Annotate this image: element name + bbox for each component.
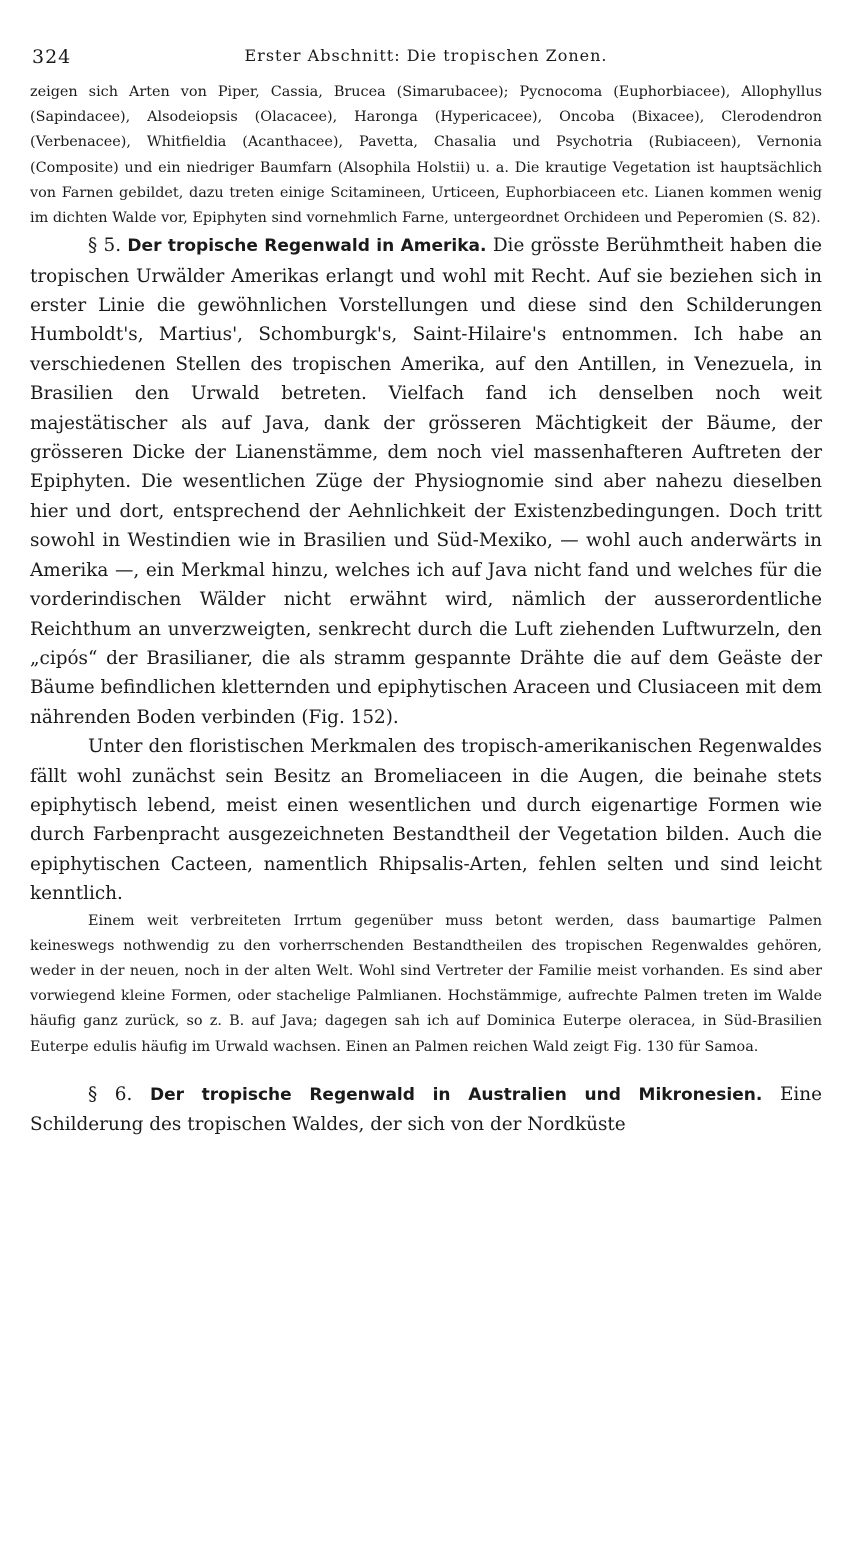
intro-paragraph: zeigen sich Arten von Piper, Cassia, Brucea (Simarubacee); Pycnocoma (Euphorbiacee), Allophyllus (Sapindacee), Alsodeiopsis (Olacacee), Haronga (Hypericacee), Oncoba (Bixacee), Clerodendron (Verbenacee), Whitfieldia (Acanthacee), Pavetta, Chasalia und Psychotria (Rubiaceen), Vernonia (Composite) und ein niedriger Baumfarn (Alsophila Holstii) u. a. Die krautige Vegetation ist hauptsächlich von Farnen gebildet, dazu treten einige Scitamineen, Urticeen, Euphorbiaceen etc. Lianen kommen wenig im dichten Walde vor, Epiphyten sind vornehmlich Farne, untergeordnet Orchideen und Peperomien (S. 82). — [30, 84, 822, 227]
section-6-text: Eine Schilderung des tropischen Waldes, der sich von der Nordküste — [30, 1083, 822, 1136]
section-6-label: § 6. — [88, 1083, 133, 1105]
page — [30, 40, 822, 1140]
running-head: Erster Abschnitt: Die tropischen Zonen. — [244, 46, 608, 65]
section-5-paragraph-1-text: Die grösste Berühmtheit haben die tropischen Urwälder Amerikas erlangt und wohl mit Recht. Auf sie beziehen sich in erster Linie die gewöhnlichen Vorstellungen und diese sind den Schilderungen Humboldt's, Martius', Schomburgk's, Saint-Hilaire's entnommen. Ich habe an verschiedenen Stellen des tropischen Amerika, auf den Antillen, in Venezuela, in Brasilien den Urwald betreten. Vielfach fand ich denselben noch weit majestätischer als auf Java, dank der grösseren Mächtigkeit der Bäume, der grösseren Dicke der Lianenstämme, dem noch viel massenhafteren Auftreten der Epiphyten. Die wesentlichen Züge der Physiognomie sind aber nahezu dieselben hier und dort, entsprechend der Aehnlichkeit der Existenzbedingungen. Doch tritt sowohl in Westindien wie in Brasilien und Süd-Mexiko, — wohl auch anderwärts in Amerika —, ein Merkmal hinzu, welches ich auf Java nicht fand und welches für die vorderindischen Wälder nicht erwähnt wird, nämlich der ausserordentliche Reichthum an unverzweigten, senkrecht durch die Luft ziehenden Luftwurzeln, den „cipós“ der Brasilianer, die als stramm gespannte Drähte die auf dem Geäste der Bäume befindlichen kletternden und epiphytischen Araceen und Clusiaceen mit dem nährenden Boden verbinden (Fig. 152). — [30, 235, 822, 728]
page-header — [30, 40, 822, 80]
section-5-paragraph-2: Unter den floristischen Merkmalen des tropisch-amerikanischen Regenwaldes fällt wohl zunächst sein Besitz an Bromeliaceen in die Augen, die beinahe stets epiphytisch lebend, meist einen wesentlichen und durch eigenartige Formen wie durch Farbenpracht ausgezeichneten Bestandtheil der Vegetation bilden. Auch die epiphytischen Cacteen, namentlich Rhipsalis-Arten, fehlen selten und sind leicht kenntlich. — [30, 736, 822, 905]
section-gap — [30, 1060, 822, 1080]
section-5-paragraph-1 — [30, 231, 822, 732]
section-6-paragraph — [30, 1080, 822, 1140]
section-5-note: Einem weit verbreiteten Irrtum gegenüber muss betont werden, dass baumartige Palmen keineswegs nothwendig zu den vorherrschenden Bestandtheilen des tropischen Regenwaldes gehören, weder in der neuen, noch in der alten Welt. Wohl sind Vertreter der Familie meist vorhanden. Es sind aber vorwiegend kleine Formen, oder stachelige Palmlianen. Hochstämmige, aufrechte Palmen treten im Walde häufig ganz zurück, so z. B. auf Java; dagegen sah ich auf Dominica Euterpe oleracea, in Süd-Brasilien Euterpe edulis häufig im Urwald wachsen. Einen an Palmen reichen Wald zeigt Fig. 130 für Samoa. — [30, 912, 822, 1055]
section-6-heading: Der tropische Regenwald in Australien und Mikronesien. — [149, 1084, 763, 1105]
section-5-heading: Der tropische Regenwald in Amerika. — [127, 236, 487, 257]
section-5-label: § 5. — [88, 235, 122, 257]
page-number: 324 — [32, 46, 72, 68]
